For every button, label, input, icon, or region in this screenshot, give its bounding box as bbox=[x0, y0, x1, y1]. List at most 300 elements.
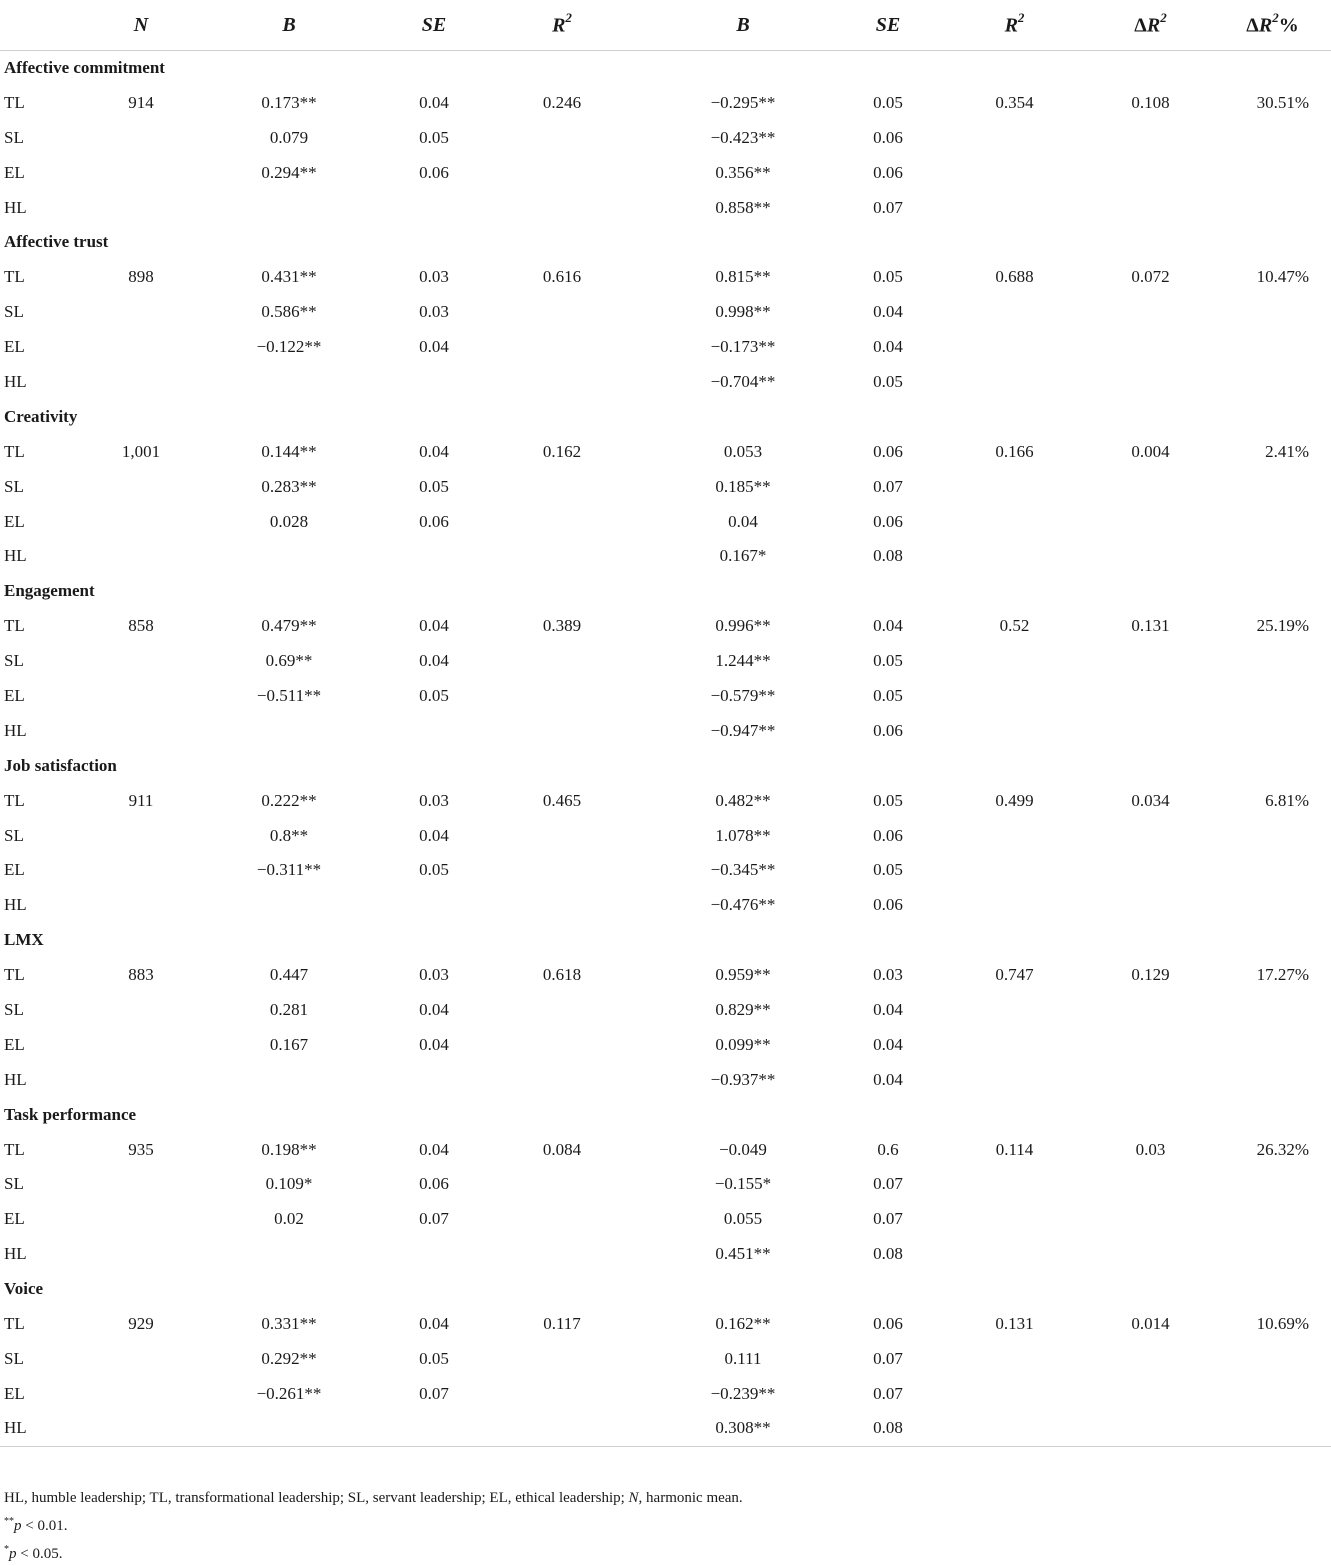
cell-b-step2: 0.111 bbox=[724, 1348, 762, 1368]
group-header-row bbox=[0, 51, 1331, 86]
cell-r2-step1 bbox=[472, 190, 652, 225]
cell-n bbox=[100, 644, 182, 679]
cell-b-step2: 0.482** bbox=[715, 790, 771, 810]
cell-delta-r2-percent bbox=[1214, 888, 1331, 923]
table-row bbox=[0, 155, 1331, 190]
cell-delta-r2 bbox=[1087, 679, 1214, 714]
cell-b-step2: 0.815** bbox=[715, 267, 771, 287]
cell-b-step2: 0.308** bbox=[652, 1411, 834, 1446]
table-row bbox=[0, 713, 1331, 748]
cell-delta-r2-percent: 17.27% bbox=[1256, 965, 1309, 985]
group-header-row bbox=[0, 225, 1331, 260]
table-row bbox=[0, 679, 1331, 714]
cell-n: 911 bbox=[128, 790, 154, 810]
row-label: HL bbox=[4, 895, 27, 915]
cell-r2-step2 bbox=[942, 1202, 1087, 1237]
row-label: SL bbox=[4, 302, 24, 322]
cell-se-step2: 0.06 bbox=[873, 895, 903, 915]
table-row bbox=[0, 1237, 1331, 1272]
cell-se-step1: 0.04 bbox=[419, 441, 449, 461]
cell-b-step1: −0.122** bbox=[256, 337, 322, 357]
cell-r2-step1 bbox=[472, 469, 652, 504]
cell-se-step2: 0.05 bbox=[873, 371, 903, 391]
cell-delta-r2 bbox=[1087, 888, 1214, 923]
cell-delta-r2-percent bbox=[1214, 504, 1331, 539]
cell-se-step1: 0.06 bbox=[419, 511, 449, 531]
cell-b-step1 bbox=[182, 1062, 396, 1097]
cell-b-step2: −0.704** bbox=[710, 371, 776, 391]
table-row bbox=[0, 644, 1331, 679]
cell-se-step2: 0.06 bbox=[873, 720, 903, 740]
cell-se-step2: 0.03 bbox=[873, 965, 903, 985]
cell-b-step2: −0.345** bbox=[710, 860, 776, 880]
cell-b-step1: 0.173** bbox=[261, 92, 317, 112]
cell-b-step1 bbox=[182, 1411, 396, 1446]
cell-b-step1 bbox=[182, 539, 396, 574]
cell-r2-step2 bbox=[942, 644, 1087, 679]
cell-b-step1: 0.281 bbox=[269, 999, 309, 1019]
cell-delta-r2-percent bbox=[1214, 469, 1331, 504]
cell-n bbox=[100, 1237, 182, 1272]
row-label: TL bbox=[4, 790, 25, 810]
cell-b-step1 bbox=[182, 713, 396, 748]
row-label: SL bbox=[4, 1174, 24, 1194]
cell-n: 914 bbox=[128, 92, 154, 112]
cell-b-step1 bbox=[182, 1237, 396, 1272]
cell-b-step2: −0.155* bbox=[714, 1174, 772, 1194]
cell-r2-step2 bbox=[942, 469, 1087, 504]
cell-n bbox=[100, 818, 182, 853]
cell-r2-step2: 0.52 bbox=[999, 616, 1030, 636]
footnote-p01: **p < 0.01. bbox=[4, 1516, 68, 1534]
cell-r2-step1 bbox=[472, 330, 652, 365]
cell-se-step2: 0.08 bbox=[873, 546, 903, 566]
cell-delta-r2-percent bbox=[1214, 993, 1331, 1028]
header-se-step1: SE bbox=[396, 0, 472, 51]
cell-r2-step2 bbox=[942, 1167, 1087, 1202]
cell-b-step2: 0.053 bbox=[723, 441, 763, 461]
cell-r2-step2 bbox=[942, 993, 1087, 1028]
cell-se-step2: 0.08 bbox=[873, 1244, 903, 1264]
group-title: Creativity bbox=[4, 406, 78, 426]
cell-delta-r2-percent bbox=[1214, 1376, 1331, 1411]
cell-r2-step2 bbox=[942, 504, 1087, 539]
group-title: Job satisfaction bbox=[4, 755, 117, 775]
cell-delta-r2 bbox=[1087, 1202, 1214, 1237]
cell-r2-step2 bbox=[942, 853, 1087, 888]
cell-se-step2: 0.07 bbox=[873, 1209, 903, 1229]
cell-se-step1: 0.04 bbox=[419, 1034, 449, 1054]
cell-r2-step1 bbox=[472, 120, 652, 155]
table-row bbox=[0, 330, 1331, 365]
cell-se-step2: 0.04 bbox=[873, 1034, 903, 1054]
group-header-row bbox=[0, 923, 1331, 958]
cell-r2-step2 bbox=[942, 818, 1087, 853]
cell-delta-r2: 0.014 bbox=[1131, 1314, 1170, 1333]
group-title: Affective commitment bbox=[4, 58, 165, 78]
cell-b-step2: 0.858** bbox=[715, 197, 771, 217]
cell-b-step1: 0.69** bbox=[265, 651, 313, 671]
table-row bbox=[0, 85, 1331, 120]
table-row bbox=[0, 1167, 1331, 1202]
cell-delta-r2-percent: 26.32% bbox=[1256, 1139, 1309, 1159]
cell-delta-r2-percent: 25.19% bbox=[1256, 616, 1309, 636]
cell-delta-r2: 0.131 bbox=[1131, 616, 1170, 636]
row-label: TL bbox=[4, 1139, 25, 1159]
table-row bbox=[0, 1027, 1331, 1062]
cell-n bbox=[100, 993, 182, 1028]
row-label: EL bbox=[4, 1209, 25, 1229]
cell-delta-r2 bbox=[1087, 295, 1214, 330]
row-label: SL bbox=[4, 651, 24, 671]
group-header-row bbox=[0, 574, 1331, 609]
cell-se-step1: 0.06 bbox=[419, 1174, 449, 1194]
row-label: HL bbox=[0, 1411, 100, 1446]
cell-delta-r2-percent bbox=[1214, 679, 1331, 714]
table-body bbox=[0, 51, 1331, 1447]
cell-r2-step1 bbox=[472, 1411, 652, 1446]
cell-delta-r2-percent bbox=[1214, 539, 1331, 574]
cell-delta-r2-percent: 30.51% bbox=[1256, 92, 1309, 112]
cell-r2-step2 bbox=[942, 295, 1087, 330]
cell-se-step2: 0.06 bbox=[873, 825, 903, 845]
cell-r2-step1: 0.465 bbox=[542, 790, 582, 810]
header-r2-step2: $R^2$ bbox=[942, 0, 1087, 51]
cell-b-step2: 0.356** bbox=[715, 162, 771, 182]
cell-r2-step2 bbox=[942, 888, 1087, 923]
cell-b-step1: 0.109* bbox=[265, 1174, 313, 1194]
cell-b-step1: 0.331** bbox=[261, 1314, 317, 1333]
cell-b-step1: −0.311** bbox=[256, 860, 322, 880]
cell-delta-r2 bbox=[1087, 190, 1214, 225]
cell-se-step1: 0.04 bbox=[419, 92, 449, 112]
row-label: EL bbox=[4, 1383, 25, 1403]
cell-n: 1,001 bbox=[121, 441, 161, 461]
cell-se-step1: 0.04 bbox=[419, 1314, 449, 1333]
row-label: EL bbox=[4, 337, 25, 357]
cell-delta-r2 bbox=[1087, 1167, 1214, 1202]
cell-n bbox=[100, 888, 182, 923]
cell-r2-step2 bbox=[942, 1062, 1087, 1097]
cell-delta-r2-percent bbox=[1214, 1341, 1331, 1376]
cell-se-step2: 0.04 bbox=[873, 616, 903, 636]
cell-se-step1: 0.05 bbox=[419, 476, 449, 496]
cell-delta-r2 bbox=[1087, 365, 1214, 400]
cell-delta-r2-percent bbox=[1214, 190, 1331, 225]
cell-se-step2: 0.06 bbox=[873, 162, 903, 182]
cell-se-step1: 0.04 bbox=[419, 1139, 449, 1159]
cell-r2-step1 bbox=[472, 155, 652, 190]
group-title: Affective trust bbox=[4, 232, 109, 252]
row-label: EL bbox=[4, 860, 25, 880]
cell-b-step1: 0.144** bbox=[261, 441, 317, 461]
group-title: Voice bbox=[4, 1279, 44, 1299]
cell-r2-step2 bbox=[942, 539, 1087, 574]
cell-se-step1 bbox=[396, 888, 472, 923]
cell-b-step2: 0.162** bbox=[715, 1314, 771, 1333]
cell-b-step2: 0.451** bbox=[715, 1244, 771, 1264]
cell-r2-step1: 0.246 bbox=[542, 92, 582, 112]
cell-b-step1: 0.167 bbox=[269, 1034, 309, 1054]
cell-se-step1: 0.03 bbox=[419, 965, 449, 985]
cell-se-step1 bbox=[396, 190, 472, 225]
cell-r2-step2 bbox=[942, 1341, 1087, 1376]
cell-b-step1: 0.479** bbox=[261, 616, 317, 636]
cell-delta-r2-percent bbox=[1214, 1167, 1331, 1202]
cell-r2-step1 bbox=[472, 504, 652, 539]
cell-b-step2: 0.099** bbox=[715, 1034, 771, 1054]
footnote-p05: *p < 0.05. bbox=[4, 1544, 63, 1562]
table-row bbox=[0, 539, 1331, 574]
table-row bbox=[0, 818, 1331, 853]
cell-r2-step2 bbox=[942, 713, 1087, 748]
table-row bbox=[0, 190, 1331, 225]
cell-n bbox=[100, 1027, 182, 1062]
row-label: EL bbox=[4, 162, 25, 182]
cell-n: 935 bbox=[128, 1139, 154, 1159]
cell-se-step2: 0.04 bbox=[873, 999, 903, 1019]
cell-r2-step1: 0.389 bbox=[542, 616, 582, 636]
cell-delta-r2 bbox=[1087, 1062, 1214, 1097]
cell-r2-step1 bbox=[472, 1167, 652, 1202]
cell-delta-r2-percent bbox=[1214, 644, 1331, 679]
cell-se-step2: 0.07 bbox=[873, 1174, 903, 1194]
cell-r2-step1 bbox=[472, 539, 652, 574]
table-row bbox=[0, 888, 1331, 923]
group-title: Task performance bbox=[4, 1104, 137, 1124]
cell-delta-r2: 0.034 bbox=[1131, 790, 1170, 810]
cell-r2-step2 bbox=[942, 1027, 1087, 1062]
cell-delta-r2: 0.004 bbox=[1131, 441, 1170, 461]
cell-b-step1: −0.261** bbox=[256, 1383, 322, 1403]
cell-r2-step1: 0.084 bbox=[542, 1139, 582, 1159]
row-label: HL bbox=[4, 1069, 27, 1089]
cell-r2-step2: 0.747 bbox=[995, 965, 1034, 985]
cell-b-step2: 0.167* bbox=[719, 546, 767, 566]
cell-delta-r2-percent bbox=[1214, 120, 1331, 155]
cell-n bbox=[100, 330, 182, 365]
cell-se-step1: 0.05 bbox=[419, 685, 449, 705]
table-row bbox=[0, 958, 1331, 993]
cell-se-step2: 0.05 bbox=[873, 860, 903, 880]
cell-r2-step1 bbox=[472, 888, 652, 923]
group-header-row bbox=[0, 399, 1331, 434]
cell-r2-step2 bbox=[942, 365, 1087, 400]
cell-delta-r2 bbox=[1087, 993, 1214, 1028]
cell-se-step1: 0.03 bbox=[419, 267, 449, 287]
cell-b-step1 bbox=[182, 888, 396, 923]
cell-se-step2: 0.05 bbox=[873, 790, 903, 810]
cell-b-step1: 0.431** bbox=[261, 267, 317, 287]
row-label: TL bbox=[4, 267, 25, 287]
cell-n bbox=[100, 190, 182, 225]
cell-b-step2: −0.423** bbox=[710, 127, 776, 147]
cell-delta-r2 bbox=[1087, 539, 1214, 574]
cell-r2-step1 bbox=[472, 1376, 652, 1411]
cell-delta-r2 bbox=[1087, 1341, 1214, 1376]
cell-b-step2: −0.295** bbox=[710, 92, 776, 112]
cell-b-step2: 0.185** bbox=[715, 476, 771, 496]
cell-se-step1 bbox=[396, 539, 472, 574]
cell-delta-r2 bbox=[1087, 155, 1214, 190]
cell-delta-r2 bbox=[1087, 1027, 1214, 1062]
cell-b-step1: −0.511** bbox=[256, 685, 322, 705]
cell-b-step1: 0.8** bbox=[269, 825, 309, 845]
cell-b-step1: 0.294** bbox=[261, 162, 317, 182]
header-n: N bbox=[100, 0, 182, 51]
row-label: TL bbox=[4, 441, 25, 461]
cell-se-step1: 0.05 bbox=[419, 860, 449, 880]
cell-r2-step1 bbox=[472, 993, 652, 1028]
cell-r2-step2: 0.114 bbox=[995, 1139, 1034, 1159]
cell-b-step1: 0.283** bbox=[261, 476, 317, 496]
table-row bbox=[0, 365, 1331, 400]
cell-b-step2: −0.239** bbox=[710, 1383, 776, 1403]
cell-se-step1: 0.05 bbox=[419, 127, 449, 147]
cell-delta-r2-percent: 2.41% bbox=[1265, 441, 1309, 461]
cell-b-step2: 0.055 bbox=[723, 1209, 763, 1229]
table-row bbox=[0, 1202, 1331, 1237]
cell-delta-r2 bbox=[1087, 1237, 1214, 1272]
cell-n bbox=[100, 853, 182, 888]
cell-r2-step2 bbox=[942, 330, 1087, 365]
row-label: SL bbox=[4, 1348, 24, 1368]
cell-b-step2: 0.996** bbox=[715, 616, 771, 636]
row-label: HL bbox=[4, 546, 27, 566]
cell-n bbox=[100, 1167, 182, 1202]
row-label: TL bbox=[4, 92, 25, 112]
cell-delta-r2-percent bbox=[1214, 1062, 1331, 1097]
cell-r2-step2: 0.166 bbox=[995, 441, 1034, 461]
cell-se-step1 bbox=[396, 365, 472, 400]
cell-b-step2: −0.476** bbox=[710, 895, 776, 915]
cell-delta-r2-percent bbox=[1214, 330, 1331, 365]
cell-r2-step1: 0.162 bbox=[542, 441, 582, 461]
table-row bbox=[0, 504, 1331, 539]
cell-n bbox=[100, 120, 182, 155]
cell-se-step2: 0.06 bbox=[873, 511, 903, 531]
cell-se-step1 bbox=[396, 1062, 472, 1097]
cell-delta-r2 bbox=[1087, 644, 1214, 679]
table-header bbox=[0, 0, 1331, 51]
cell-r2-step1 bbox=[472, 853, 652, 888]
row-label: TL bbox=[4, 1314, 25, 1333]
cell-delta-r2-percent bbox=[1214, 295, 1331, 330]
cell-delta-r2-percent bbox=[1214, 1202, 1331, 1237]
footnote-abbreviations: HL, humble leadership; TL, transformational leadership; SL, servant leadership; EL, ethical leadership; N, harmonic mean. bbox=[4, 1490, 743, 1506]
row-label: SL bbox=[4, 127, 24, 147]
table-row bbox=[0, 1411, 1331, 1446]
cell-delta-r2 bbox=[1087, 853, 1214, 888]
cell-r2-step1 bbox=[472, 1027, 652, 1062]
table-row bbox=[0, 469, 1331, 504]
cell-delta-r2 bbox=[1087, 818, 1214, 853]
cell-se-step2: 0.07 bbox=[873, 197, 903, 217]
table-row bbox=[0, 1341, 1331, 1376]
cell-r2-step1 bbox=[472, 1202, 652, 1237]
table-row bbox=[0, 783, 1331, 818]
group-header-row bbox=[0, 748, 1331, 783]
cell-se-step1: 0.03 bbox=[419, 790, 449, 810]
cell-n bbox=[100, 1062, 182, 1097]
group-title: LMX bbox=[4, 930, 44, 950]
cell-b-step2: 0.829** bbox=[715, 999, 771, 1019]
cell-delta-r2: 0.03 bbox=[1135, 1139, 1166, 1159]
cell-n bbox=[100, 504, 182, 539]
cell-n bbox=[100, 469, 182, 504]
cell-b-step1 bbox=[182, 365, 396, 400]
cell-b-step1: 0.028 bbox=[269, 511, 309, 531]
row-label: SL bbox=[4, 999, 24, 1019]
table-row bbox=[0, 1132, 1331, 1167]
cell-n bbox=[100, 155, 182, 190]
cell-n bbox=[100, 539, 182, 574]
cell-n bbox=[100, 295, 182, 330]
cell-delta-r2-percent: 10.69% bbox=[1256, 1314, 1309, 1333]
table-row bbox=[0, 120, 1331, 155]
cell-r2-step1 bbox=[472, 365, 652, 400]
row-label: TL bbox=[4, 965, 25, 985]
cell-b-step1: 0.198** bbox=[261, 1139, 317, 1159]
cell-delta-r2-percent bbox=[1214, 155, 1331, 190]
cell-se-step2: 0.04 bbox=[873, 302, 903, 322]
cell-se-step2: 0.06 bbox=[873, 441, 903, 461]
cell-delta-r2 bbox=[1087, 504, 1214, 539]
cell-n bbox=[100, 365, 182, 400]
cell-r2-step2 bbox=[942, 1237, 1087, 1272]
cell-r2-step1: 0.616 bbox=[542, 267, 582, 287]
table-row bbox=[0, 260, 1331, 295]
cell-r2-step2: 0.499 bbox=[995, 790, 1034, 810]
table-row bbox=[0, 1062, 1331, 1097]
cell-se-step2: 0.07 bbox=[873, 476, 903, 496]
row-label: EL bbox=[4, 1034, 25, 1054]
cell-se-step1: 0.04 bbox=[419, 337, 449, 357]
header-row bbox=[0, 0, 1331, 51]
cell-r2-step2 bbox=[942, 1411, 1087, 1446]
row-label: EL bbox=[4, 685, 25, 705]
cell-delta-r2-percent: 6.81% bbox=[1265, 790, 1309, 810]
cell-delta-r2 bbox=[1087, 1411, 1214, 1446]
cell-n bbox=[100, 1376, 182, 1411]
table-row bbox=[0, 1307, 1331, 1342]
cell-r2-step2 bbox=[942, 155, 1087, 190]
row-label: HL bbox=[4, 720, 27, 740]
cell-se-step1: 0.03 bbox=[419, 302, 449, 322]
header-delta-r2-percent: $\Delta R^2\%$ bbox=[1214, 0, 1331, 51]
cell-se-step1: 0.04 bbox=[419, 616, 449, 636]
cell-r2-step1 bbox=[472, 1237, 652, 1272]
cell-b-step1 bbox=[182, 190, 396, 225]
group-header-row bbox=[0, 1272, 1331, 1307]
cell-n bbox=[100, 1202, 182, 1237]
cell-n: 898 bbox=[128, 267, 154, 287]
cell-se-step1: 0.04 bbox=[419, 999, 449, 1019]
cell-r2-step2 bbox=[942, 679, 1087, 714]
cell-se-step2: 0.04 bbox=[873, 337, 903, 357]
cell-r2-step1 bbox=[472, 713, 652, 748]
cell-se-step2: 0.05 bbox=[873, 267, 903, 287]
table-row bbox=[0, 993, 1331, 1028]
cell-b-step1: 0.222** bbox=[261, 790, 317, 810]
cell-b-step2: 1.078** bbox=[715, 825, 771, 845]
header-delta-r2: $\Delta R^2$ bbox=[1087, 0, 1214, 51]
cell-delta-r2: 0.129 bbox=[1131, 965, 1170, 985]
cell-delta-r2-percent bbox=[1214, 713, 1331, 748]
header-se-step2: SE bbox=[834, 0, 942, 51]
row-label: HL bbox=[4, 1244, 27, 1264]
row-label: HL bbox=[4, 197, 27, 217]
